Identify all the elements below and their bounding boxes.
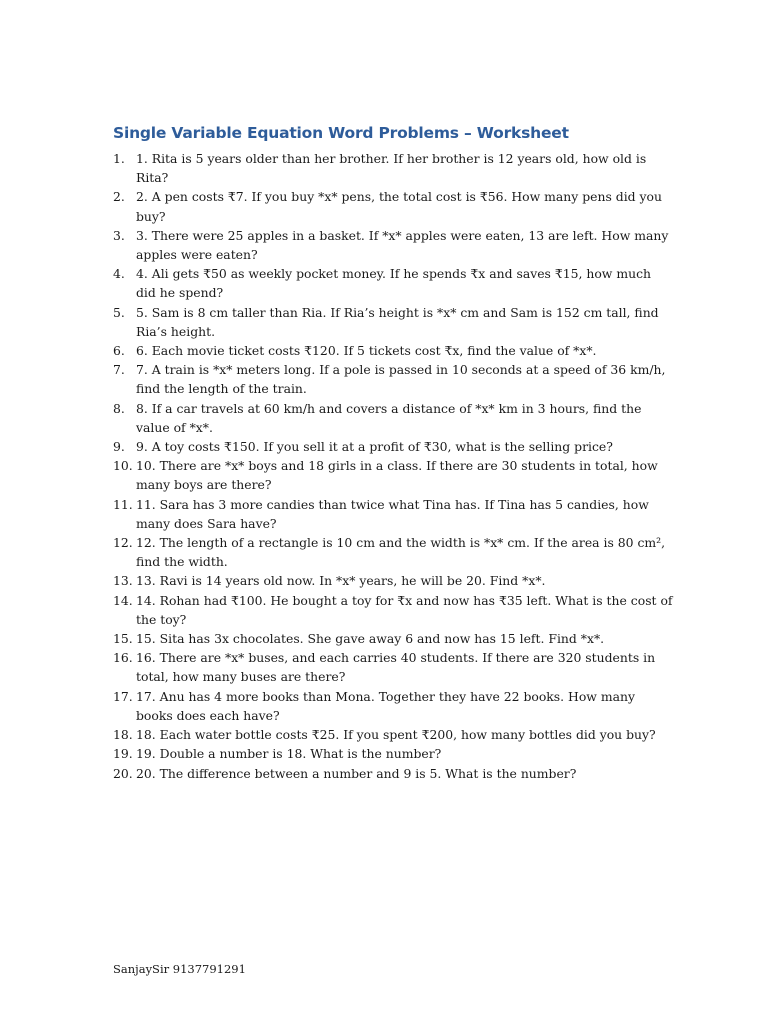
item-number: 17. [113,688,133,704]
list-item [113,571,673,590]
list-item [113,764,673,783]
item-number: 12. [113,535,133,551]
item-number: 15. [113,631,133,647]
list-item [113,264,673,302]
item-text: 1. Rita is 5 years older than her brother. If her brother is 12 years old, how old is Rita? [136,151,647,186]
item-number: 8. [113,400,125,416]
item-number: 6. [113,343,125,359]
item-text: 11. Sara has 3 more candies than twice what Tina has. If Tina has 5 candies, how many does Sara have? [136,496,649,531]
item-text: 18. Each water bottle costs ₹25. If you spent ₹200, how many bottles did you buy? [136,727,656,743]
item-number: 13. [113,573,133,589]
item-text: 19. Double a number is 18. What is the number? [136,746,442,762]
item-number: 16. [113,650,133,666]
item-text: 10. There are *x* boys and 18 girls in a class. If there are 30 students in total, how many boys are there? [136,458,658,493]
item-number: 5. [113,304,125,320]
list-item [113,399,673,437]
item-number: 19. [113,746,133,762]
list-item [113,456,673,494]
item-text: 7. A train is *x* meters long. If a pole is passed in 10 seconds at a speed of 36 km/h, find the length of the train. [136,362,666,397]
list-item [113,533,673,571]
item-number: 18. [113,727,133,743]
list-item [113,187,673,225]
item-text: 8. If a car travels at 60 km/h and covers a distance of *x* km in 3 hours, find the value of *x*. [136,400,642,435]
list-item [113,360,673,398]
item-number: 4. [113,266,125,282]
list-item [113,303,673,341]
item-number: 20. [113,765,133,781]
list-item [113,437,673,456]
item-text: 4. Ali gets ₹50 as weekly pocket money. If he spends ₹x and saves ₹15, how much did he spend? [136,266,651,301]
item-text: 20. The difference between a number and 9 is 5. What is the number? [136,765,577,781]
item-text: 6. Each movie ticket costs ₹120. If 5 tickets cost ₹x, find the value of *x*. [136,343,597,359]
list-item [113,341,673,360]
item-number: 10. [113,458,133,474]
item-text: 14. Rohan had ₹100. He bought a toy for ₹x and now has ₹35 left. What is the cost of the toy? [136,592,673,627]
list-item [113,744,673,763]
item-text: 5. Sam is 8 cm taller than Ria. If Ria’s height is *x* cm and Sam is 152 cm tall, find Ria’s height. [136,304,659,339]
item-number: 11. [113,496,133,512]
list-item [113,149,673,187]
item-number: 1. [113,151,125,166]
item-text: 17. Anu has 4 more books than Mona. Together they have 22 books. How many books does each have? [136,688,635,723]
list-item [113,591,673,629]
item-number: 14. [113,592,133,608]
list-item [113,226,673,264]
problem-list [113,149,673,783]
list-item [113,629,673,648]
item-text: 3. There were 25 apples in a basket. If *x* apples were eaten, 13 are left. How many apples were eaten? [136,227,669,263]
page-title: Single Variable Equation Word Problems – Worksheet [113,124,569,142]
item-number: 2. [113,189,125,205]
list-item [113,725,673,744]
item-number: 9. [113,439,125,455]
list-item [113,495,673,533]
item-number: 7. [113,362,125,378]
item-text: 15. Sita has 3x chocolates. She gave away 6 and now has 15 left. Find *x*. [136,631,605,647]
list-item [113,648,673,686]
item-text: 12. The length of a rectangle is 10 cm and the width is *x* cm. If the area is 80 cm², find the width. [136,535,666,570]
item-number: 3. [113,227,125,243]
item-text: 16. There are *x* buses, and each carries 40 students. If there are 320 students in total, how many buses are there? [136,650,656,685]
list-item [113,687,673,725]
footer-contact: SanjaySir 9137791291 [113,962,246,976]
item-text: 2. A pen costs ₹7. If you buy *x* pens, the total cost is ₹56. How many pens did you buy? [136,189,662,224]
item-text: 9. A toy costs ₹150. If you sell it at a profit of ₹30, what is the selling price? [136,439,613,455]
item-text: 13. Ravi is 14 years old now. In *x* years, he will be 20. Find *x*. [136,573,546,589]
